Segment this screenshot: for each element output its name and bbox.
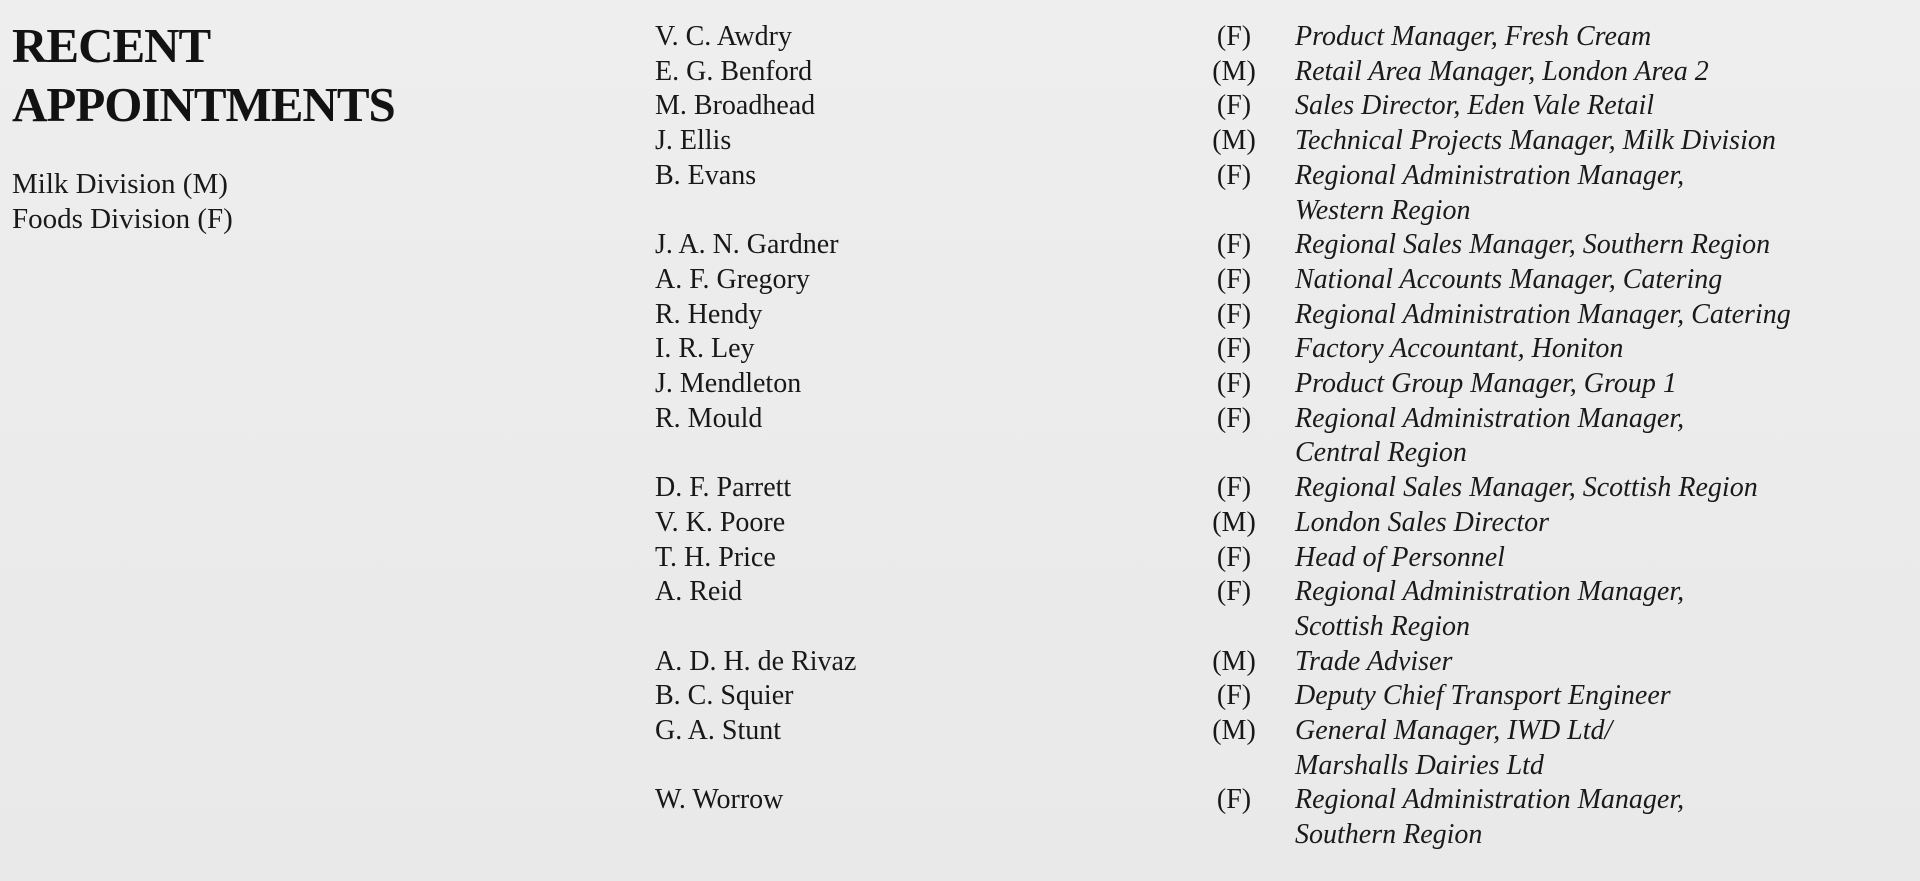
appointment-role bbox=[1295, 541, 1905, 576]
role-line: General Manager, IWD Ltd/ bbox=[1295, 715, 1613, 747]
role-line: Trade Adviser bbox=[1295, 645, 1453, 677]
role-line: Southern Region bbox=[1295, 819, 1483, 851]
appointment-role bbox=[1295, 89, 1905, 124]
appointee-name: B. C. Squier bbox=[655, 680, 794, 712]
appointment-row bbox=[655, 89, 1915, 124]
appointee-name: M. Broadhead bbox=[655, 90, 816, 122]
appointment-row bbox=[655, 159, 1915, 228]
role-line: Sales Director, Eden Vale Retail bbox=[1295, 90, 1654, 122]
appointment-role bbox=[1295, 575, 1905, 644]
role-line: Regional Administration Manager, Catering bbox=[1295, 298, 1791, 330]
appointment-row bbox=[655, 332, 1915, 367]
milk-division-legend: Milk Division (M) bbox=[12, 168, 228, 200]
page-title-line-2: APPOINTMENTS bbox=[12, 77, 395, 132]
division-code: (F) bbox=[1216, 784, 1252, 816]
appointment-role bbox=[1295, 332, 1905, 367]
appointment-row bbox=[655, 20, 1915, 55]
role-line: Regional Sales Manager, Scottish Region bbox=[1295, 472, 1758, 504]
appointment-role bbox=[1295, 679, 1905, 714]
division-code: (F) bbox=[1216, 229, 1252, 261]
appointee-name: R. Hendy bbox=[655, 298, 763, 330]
division-code: (F) bbox=[1216, 576, 1252, 608]
division-code: (M) bbox=[1212, 715, 1256, 747]
appointment-role bbox=[1295, 645, 1905, 680]
appointee-name: J. A. N. Gardner bbox=[655, 229, 839, 261]
appointee-name: A. D. H. de Rivaz bbox=[655, 645, 857, 677]
appointment-role bbox=[1295, 367, 1905, 402]
division-code: (F) bbox=[1216, 263, 1252, 295]
appointment-role bbox=[1295, 159, 1905, 228]
role-line: Head of Personnel bbox=[1295, 541, 1505, 573]
appointment-role bbox=[1295, 402, 1905, 471]
appointee-name: B. Evans bbox=[655, 159, 757, 191]
role-line: London Sales Director bbox=[1295, 506, 1550, 538]
role-line: Regional Administration Manager, bbox=[1295, 159, 1685, 191]
appointment-role bbox=[1295, 714, 1905, 783]
appointment-role bbox=[1295, 506, 1905, 541]
division-code: (F) bbox=[1216, 298, 1252, 330]
appointment-row bbox=[655, 471, 1915, 506]
appointee-name: D. F. Parrett bbox=[655, 472, 792, 504]
appointment-role bbox=[1295, 20, 1905, 55]
appointment-row bbox=[655, 541, 1915, 576]
appointee-name: T. H. Price bbox=[655, 541, 776, 573]
role-line: Regional Sales Manager, Southern Region bbox=[1295, 229, 1771, 261]
appointee-name: J. Ellis bbox=[655, 125, 732, 157]
appointment-role bbox=[1295, 298, 1905, 333]
appointee-name: I. R. Ley bbox=[655, 333, 755, 365]
appointment-row bbox=[655, 714, 1915, 783]
appointment-row bbox=[655, 124, 1915, 159]
appointment-row bbox=[655, 298, 1915, 333]
division-code: (F) bbox=[1216, 541, 1252, 573]
appointment-row bbox=[655, 645, 1915, 680]
appointee-name: V. K. Poore bbox=[655, 506, 786, 538]
division-code: (F) bbox=[1216, 402, 1252, 434]
appointee-name: R. Mould bbox=[655, 402, 763, 434]
appointee-name: V. C. Awdry bbox=[655, 21, 792, 52]
role-line: Regional Administration Manager, bbox=[1295, 576, 1685, 608]
role-line: Central Region bbox=[1295, 437, 1467, 469]
appointment-row bbox=[655, 263, 1915, 298]
appointments-list bbox=[655, 20, 1915, 853]
division-code: (F) bbox=[1216, 472, 1252, 504]
appointment-row bbox=[655, 506, 1915, 541]
page-title-line-1: RECENT bbox=[12, 18, 211, 73]
division-code: (M) bbox=[1212, 55, 1256, 87]
appointment-row bbox=[655, 679, 1915, 714]
appointment-role bbox=[1295, 124, 1905, 159]
appointment-role bbox=[1295, 263, 1905, 298]
appointee-name: A. Reid bbox=[655, 576, 743, 608]
foods-division-legend: Foods Division (F) bbox=[12, 203, 233, 235]
role-line: Factory Accountant, Honiton bbox=[1295, 333, 1624, 365]
appointee-name: G. A. Stunt bbox=[655, 715, 782, 747]
appointment-row bbox=[655, 55, 1915, 90]
role-line: Marshalls Dairies Ltd bbox=[1295, 749, 1544, 781]
role-line: Retail Area Manager, London Area 2 bbox=[1295, 55, 1709, 87]
role-line: Scottish Region bbox=[1295, 610, 1470, 642]
role-line: National Accounts Manager, Catering bbox=[1295, 263, 1723, 295]
division-code: (M) bbox=[1212, 506, 1256, 538]
appointment-row bbox=[655, 783, 1915, 852]
appointment-role bbox=[1295, 471, 1905, 506]
division-code: (M) bbox=[1212, 125, 1256, 157]
appointment-row bbox=[655, 402, 1915, 471]
division-code: (F) bbox=[1216, 680, 1252, 712]
division-code: (F) bbox=[1216, 368, 1252, 400]
appointment-row bbox=[655, 228, 1915, 263]
role-line: Regional Administration Manager, bbox=[1295, 784, 1685, 816]
appointment-role bbox=[1295, 783, 1905, 852]
role-line: Regional Administration Manager, bbox=[1295, 402, 1685, 434]
role-line: Product Manager, Fresh Cream bbox=[1295, 21, 1652, 52]
appointee-name: E. G. Benford bbox=[655, 55, 813, 87]
division-code: (F) bbox=[1216, 333, 1252, 365]
appointment-row bbox=[655, 575, 1915, 644]
division-code: (F) bbox=[1216, 90, 1252, 122]
division-code: (F) bbox=[1216, 21, 1252, 52]
role-line: Deputy Chief Transport Engineer bbox=[1295, 680, 1671, 712]
appointee-name: J. Mendleton bbox=[655, 368, 802, 400]
appointment-role bbox=[1295, 228, 1905, 263]
role-line: Technical Projects Manager, Milk Division bbox=[1295, 125, 1776, 157]
appointee-name: W. Worrow bbox=[655, 784, 784, 816]
division-code: (F) bbox=[1216, 159, 1252, 191]
division-legend bbox=[12, 167, 233, 237]
appointment-role bbox=[1295, 55, 1905, 90]
role-line: Western Region bbox=[1295, 194, 1471, 226]
role-line: Product Group Manager, Group 1 bbox=[1295, 368, 1677, 400]
appointment-row bbox=[655, 367, 1915, 402]
page-title bbox=[12, 16, 395, 134]
appointee-name: A. F. Gregory bbox=[655, 263, 810, 295]
division-code: (M) bbox=[1212, 645, 1256, 677]
